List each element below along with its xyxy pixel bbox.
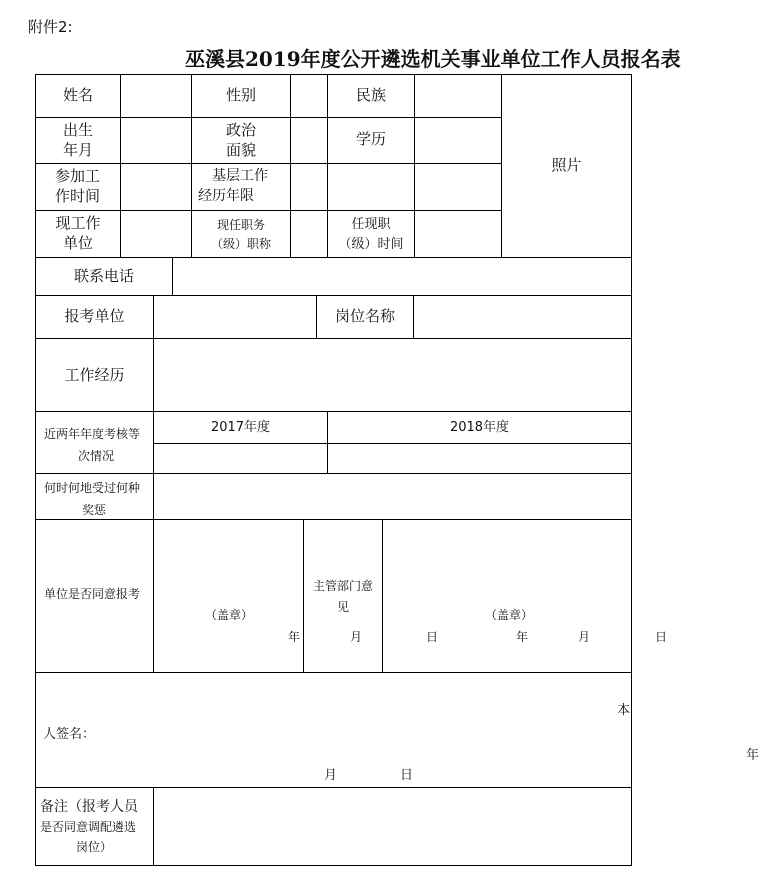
- row-line: [35, 787, 632, 788]
- table-border-left: [35, 74, 36, 866]
- phone-label: 联系电话: [73, 267, 134, 285]
- assessment-label-line2: 次情况: [78, 448, 115, 463]
- work-start-label-line1: 参加工: [55, 167, 101, 185]
- birth-label-line1: 出生: [62, 121, 93, 139]
- unit-consent-field[interactable]: [155, 521, 301, 670]
- row-line: [35, 473, 632, 474]
- pledge-date-month: 月: [324, 768, 338, 783]
- position-name-label: 岗位名称: [334, 307, 395, 325]
- unit-seal-label: （盖章）: [205, 608, 254, 622]
- col-line: [153, 787, 154, 865]
- current-unit-label-line1: 现工作: [55, 214, 101, 232]
- unit-consent-label: 单位是否同意报考: [44, 587, 141, 601]
- work-start-label: [55, 166, 119, 207]
- apply-unit-label: 报考单位: [64, 307, 125, 325]
- gender-field[interactable]: [292, 77, 325, 115]
- birth-label: [36, 120, 120, 161]
- ethnicity-label: 民族: [355, 86, 386, 104]
- photo-label: 照片: [551, 156, 582, 174]
- grassroots-label-line1: 基层工作: [212, 168, 268, 184]
- supervisor-label-line2: 见: [336, 600, 349, 614]
- row-line: [35, 411, 632, 412]
- signature-field[interactable]: [120, 720, 520, 750]
- col-line: [153, 338, 154, 672]
- birth-label-line2: 年月: [62, 141, 93, 160]
- notes-field[interactable]: [155, 789, 629, 863]
- table-border-right: [631, 74, 632, 866]
- supervisor-seal-label: （盖章）: [485, 608, 534, 622]
- row-line: [35, 295, 632, 296]
- awards-field[interactable]: [155, 475, 629, 517]
- name-label: 姓名: [62, 86, 93, 104]
- supervisor-date-year: 年: [516, 630, 529, 644]
- gender-label: 性别: [225, 86, 256, 104]
- grassroots-label-line2: 经历年限: [198, 187, 254, 204]
- current-post-label: [192, 216, 290, 254]
- row3-extra-field[interactable]: [416, 166, 499, 208]
- awards-label-line1: 何时何地受过何种: [44, 481, 141, 495]
- col-line: [382, 519, 383, 672]
- notes-label-line1: 备注（报考人员: [40, 799, 138, 815]
- assessment-2018-field[interactable]: [329, 445, 629, 471]
- current-unit-label: [36, 213, 120, 254]
- col-line: [414, 74, 415, 257]
- post-time-label: [328, 215, 414, 255]
- table-border-top: [35, 74, 632, 75]
- col-line: [290, 74, 291, 257]
- apply-unit-field[interactable]: [155, 297, 314, 336]
- row-line: [35, 117, 501, 118]
- pledge-date-year: 年: [746, 748, 760, 763]
- notes-label-line2: 是否同意调配遴选: [40, 820, 137, 835]
- supervisor-date-month: 月: [578, 630, 591, 644]
- current-unit-field[interactable]: [122, 213, 189, 255]
- unit-date-month: 月: [350, 630, 363, 644]
- attachment-label: 附件2:: [28, 18, 73, 36]
- work-start-field[interactable]: [122, 166, 189, 208]
- assessment-label-line1: 近两年年度考核等: [44, 427, 141, 441]
- photo-field[interactable]: [503, 77, 629, 255]
- ethnicity-field[interactable]: [416, 77, 499, 115]
- awards-label: [44, 478, 152, 521]
- birth-field[interactable]: [122, 120, 189, 161]
- unit-date-year: 年: [288, 630, 301, 644]
- unit-date-day: 日: [426, 630, 439, 644]
- awards-label-line2: 奖惩: [82, 502, 107, 517]
- col-line: [120, 74, 121, 257]
- col-line: [172, 257, 173, 295]
- row-line: [35, 210, 501, 211]
- current-post-field[interactable]: [292, 213, 325, 255]
- table-border-bottom: [35, 865, 632, 866]
- political-label-line2: 面貌: [225, 141, 256, 160]
- current-post-label-line1: 现任职务: [216, 218, 265, 232]
- post-time-label-line1: 任现职: [351, 217, 391, 232]
- grassroots-field[interactable]: [292, 166, 325, 208]
- post-time-field[interactable]: [416, 213, 499, 255]
- education-field[interactable]: [416, 120, 499, 161]
- post-time-label-line2: （级）时间: [338, 237, 404, 253]
- supervisor-field[interactable]: [384, 521, 629, 670]
- current-post-label-line2: （级）职称: [210, 237, 271, 252]
- signature-prefix: 本: [617, 703, 631, 718]
- phone-field[interactable]: [174, 259, 629, 293]
- notes-label-line3: 岗位）: [76, 839, 113, 854]
- signature-label: 人签名：: [43, 727, 96, 742]
- notes-label: [40, 796, 152, 857]
- grassroots-label: [198, 167, 288, 206]
- supervisor-date-day: 日: [655, 630, 668, 644]
- row-line: [153, 443, 632, 444]
- pledge-date-day: 日: [400, 768, 414, 783]
- supervisor-label-line1: 主管部门意: [312, 579, 373, 593]
- name-field[interactable]: [122, 77, 189, 115]
- position-name-field[interactable]: [415, 297, 629, 336]
- row-line: [35, 338, 632, 339]
- work-history-field[interactable]: [155, 340, 629, 409]
- assessment-2017-field[interactable]: [155, 445, 325, 471]
- row-line: [35, 163, 501, 164]
- form-title: 巫溪县2019年度公开遴选机关事业单位工作人员报名表: [185, 47, 681, 71]
- assessment-label: [44, 424, 152, 467]
- grassroots-years-field[interactable]: [329, 166, 412, 208]
- supervisor-label: [304, 576, 382, 618]
- col-line: [153, 295, 154, 338]
- work-start-label-line2: 作时间: [55, 187, 101, 206]
- year-2017-header: 2017年度: [210, 420, 271, 435]
- political-label-line1: 政治: [225, 121, 256, 139]
- political-label: [192, 120, 290, 161]
- current-unit-label-line2: 单位: [62, 234, 93, 253]
- work-history-label: 工作经历: [64, 366, 125, 384]
- row-line: [35, 257, 632, 258]
- political-field[interactable]: [292, 120, 325, 161]
- row-line: [35, 672, 632, 673]
- education-label: 学历: [355, 130, 386, 148]
- year-2018-header: 2018年度: [449, 420, 510, 435]
- col-line: [413, 295, 414, 338]
